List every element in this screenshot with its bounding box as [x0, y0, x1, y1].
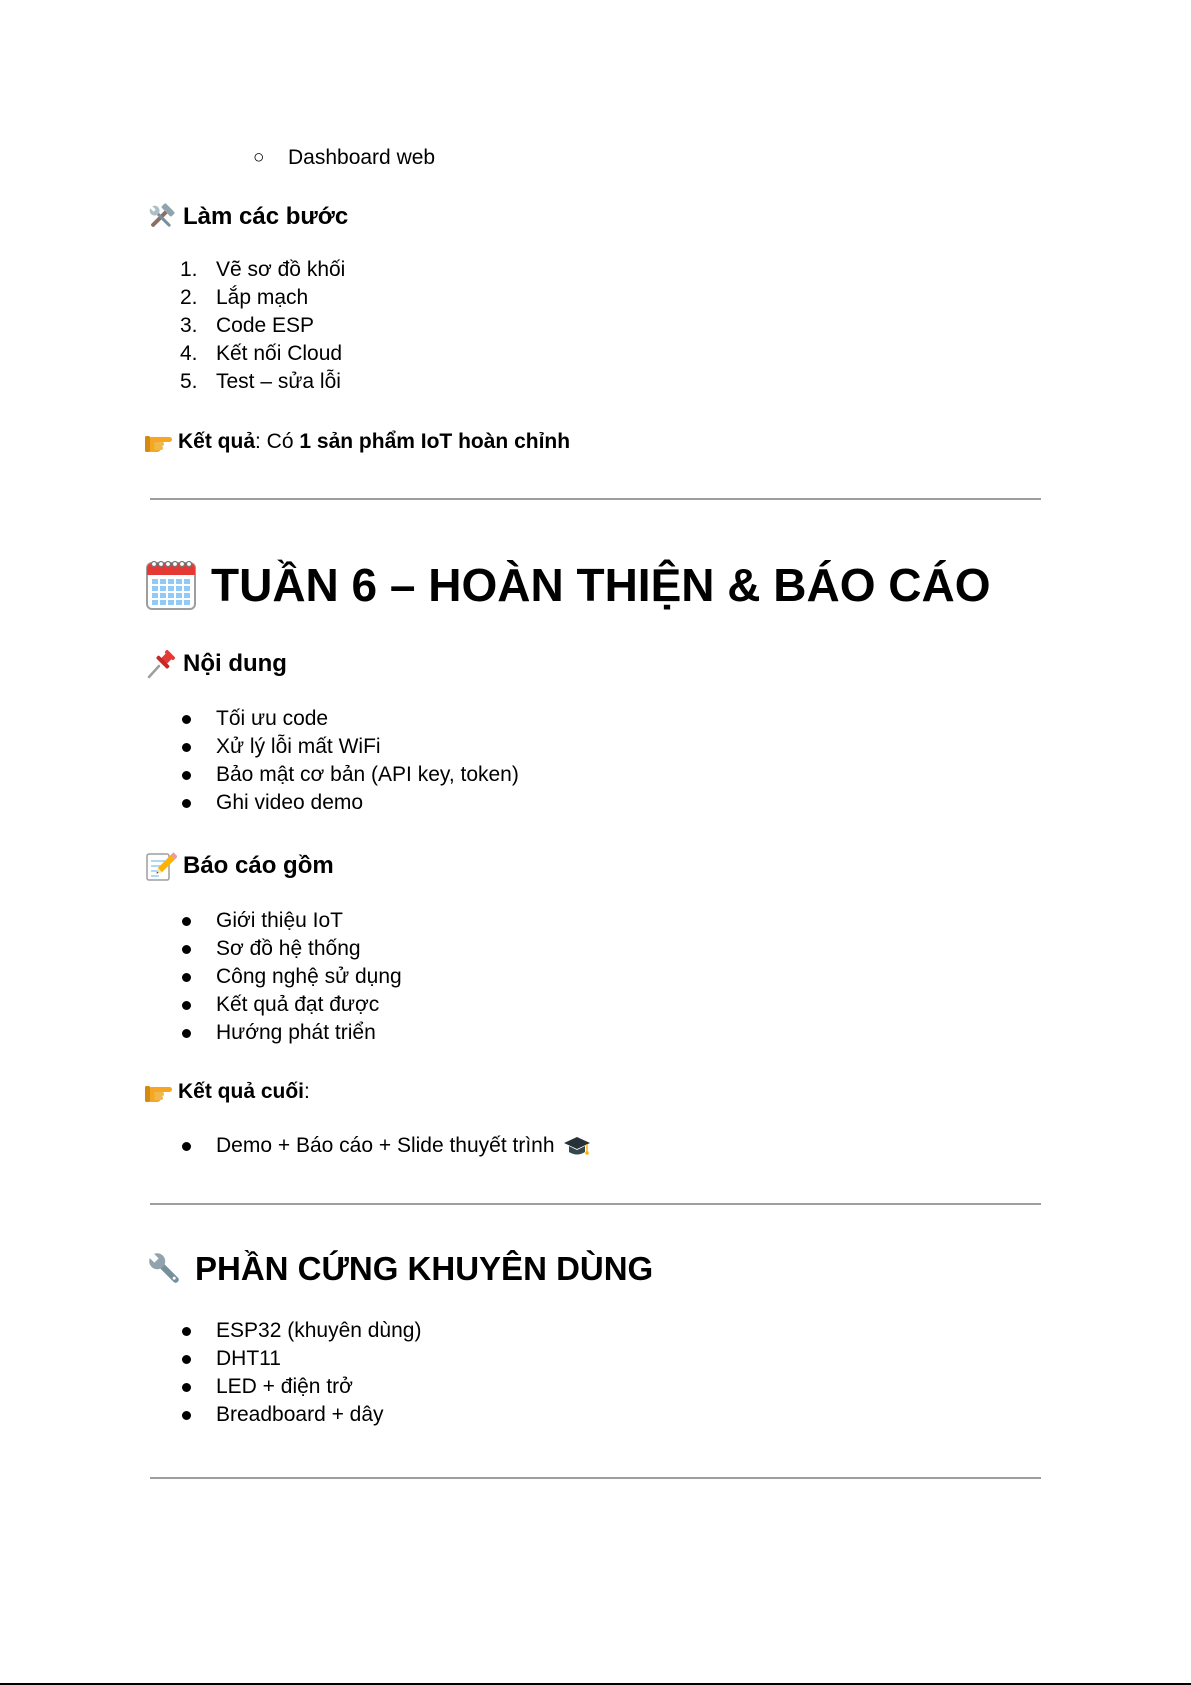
pushpin-icon [145, 649, 177, 679]
list-item-content [216, 1131, 591, 1160]
list-number: 4. [180, 342, 198, 365]
list-item-text: DHT11 [216, 1347, 281, 1370]
list-number: 5. [180, 370, 198, 393]
list-item-text: Kết quả đạt được [216, 993, 380, 1016]
list-item-text: Test – sửa lỗi [216, 370, 341, 393]
list-item-text: Sơ đồ hệ thống [216, 937, 361, 960]
bullet-dot [182, 715, 191, 724]
bullet-dot [182, 945, 191, 954]
sub-list-bullet: ○ [253, 147, 265, 168]
result-value: 1 sản phẩm IoT hoàn chỉnh [299, 430, 571, 453]
final-result-colon: : [304, 1080, 310, 1103]
sub-list-item: Dashboard web [288, 146, 436, 169]
list-item-text: LED + điện trở [216, 1375, 353, 1398]
hardware-title-text: PHẦN CỨNG KHUYÊN DÙNG [195, 1250, 654, 1287]
steps-heading [145, 201, 348, 233]
bullet-dot [182, 1355, 191, 1364]
tools-icon [145, 202, 177, 232]
memo-icon [145, 851, 177, 881]
list-number: 2. [180, 286, 198, 309]
list-item-text: Kết nối Cloud [216, 342, 343, 365]
list-number: 3. [180, 314, 198, 337]
bullet-dot [182, 1001, 191, 1010]
wrench-icon [145, 1249, 185, 1289]
final-result-line [145, 1078, 310, 1106]
graduation-cap-icon [563, 1134, 591, 1158]
divider [150, 1203, 1041, 1205]
list-item-text: ESP32 (khuyên dùng) [216, 1319, 422, 1342]
result-line [145, 428, 570, 456]
final-result-label: Kết quả cuối [178, 1080, 305, 1103]
pointing-hand-icon [145, 430, 173, 454]
list-number: 1. [180, 258, 198, 281]
divider [150, 498, 1041, 500]
week6-title-text: TUẦN 6 – HOÀN THIỆN & BÁO CÁO [211, 559, 991, 611]
bullet-dot [182, 1327, 191, 1336]
list-item-text: Vẽ sơ đồ khối [216, 258, 346, 281]
result-text: : Có [255, 430, 300, 453]
list-item-text: Tối ưu code [216, 707, 329, 730]
list-item-text: Lắp mạch [216, 286, 309, 309]
list-item-text: Hướng phát triển [216, 1021, 376, 1044]
content-heading-text: Nội dung [183, 650, 287, 677]
bullet-dot [182, 1411, 191, 1420]
content-heading [145, 648, 287, 680]
list-item-text: Code ESP [216, 314, 315, 337]
list-item-text: Giới thiệu IoT [216, 909, 343, 932]
list-item-text: Breadboard + dây [216, 1403, 384, 1426]
list-item-text: Bảo mật cơ bản (API key, token) [216, 763, 519, 786]
bullet-dot [182, 917, 191, 926]
pointing-hand-icon [145, 1080, 173, 1104]
bullet-dot [182, 1142, 191, 1151]
list-item-text: Xử lý lỗi mất WiFi [216, 735, 381, 758]
bullet-dot [182, 1029, 191, 1038]
result-label: Kết quả [178, 430, 256, 453]
list-item-text: Công nghệ sử dụng [216, 965, 402, 988]
bullet-dot [182, 973, 191, 982]
bullet-dot [182, 771, 191, 780]
divider [150, 1477, 1041, 1479]
report-heading-text: Báo cáo gồm [183, 852, 334, 879]
hardware-title [145, 1248, 653, 1290]
bullet-dot [182, 799, 191, 808]
steps-heading-text: Làm các bước [183, 203, 349, 230]
bullet-dot [182, 743, 191, 752]
calendar-icon [145, 559, 197, 611]
week6-title [145, 557, 990, 613]
report-heading [145, 850, 334, 882]
list-item-text: Ghi video demo [216, 791, 364, 814]
bullet-dot [182, 1383, 191, 1392]
list-item-text: Demo + Báo cáo + Slide thuyết trình [216, 1134, 555, 1157]
